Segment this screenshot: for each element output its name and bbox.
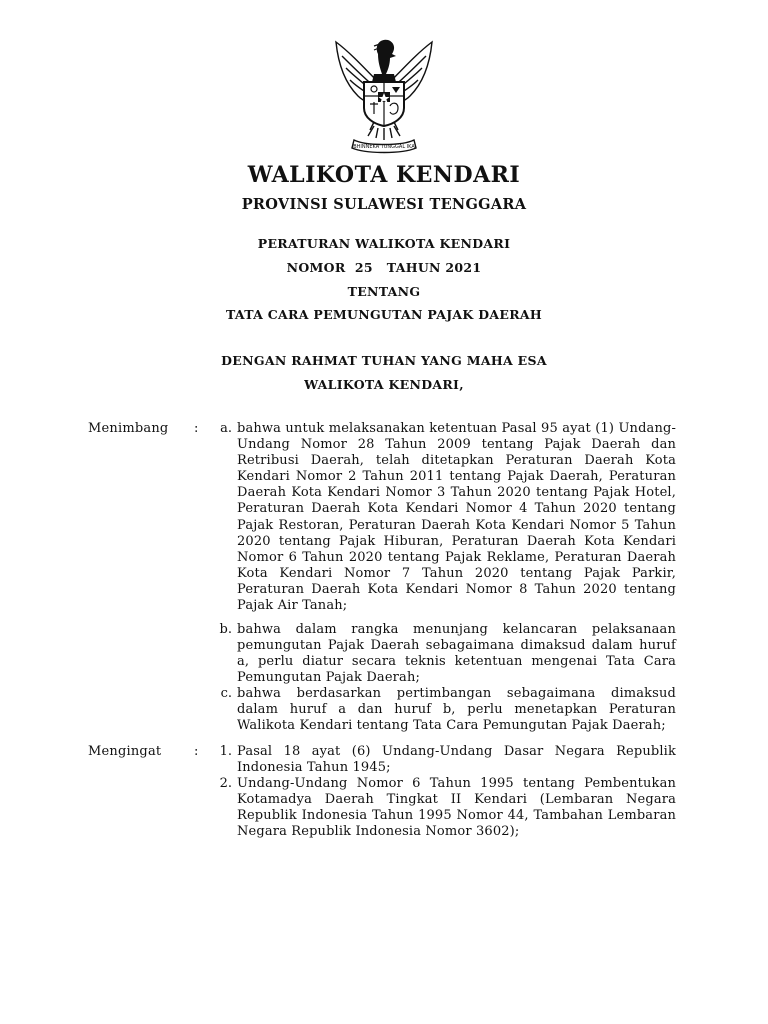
page-title: WALIKOTA KENDARI (247, 162, 521, 188)
authority-heading: WALIKOTA KENDARI, (304, 377, 464, 392)
mengingat-item-2: Undang-Undang Nomor 6 Tahun 1995 tentang Pembentukan Kotamadya Daerah Tingkat II Kendari (Lembaran Negara Republik Indonesia Tahun 1995 Nomor 44, Tambahan Lembaran Negara Republik Indonesia Nomor 3602); (237, 776, 676, 840)
menimbang-marker-b: b. (219, 622, 232, 637)
menimbang-label: Menimbang (88, 421, 169, 436)
mengingat-marker-1: 1. (219, 744, 232, 759)
emblem-motto: BHINNEKA TUNGGAL IKA (353, 144, 415, 150)
regulation-number: NOMOR 25 TAHUN 2021 (286, 260, 482, 275)
mengingat-colon: : (194, 744, 199, 759)
menimbang-item-a: bahwa untuk melaksanakan ketentuan Pasal 95 ayat (1) Undang-Undang Nomor 28 Tahun 2009 tentang Pajak Daerah dan Retribusi Daerah, telah ditetapkan Peraturan Daerah Kota Kendari Nomor 2 Tahun 2011 tentang Pajak Daerah, Peraturan Daerah Kota Kendari Nomor 3 Tahun 2020 tentang Pajak Hotel, Peraturan Daerah Kota Kendari Nomor 4 Tahun 2020 tentang Pajak Restoran, Peraturan Daerah Kota Kendari Nomor 5 Tahun 2020 tentang Pajak Hiburan, Peraturan Daerah Kota Kendari Nomor 6 Tahun 2020 tentang Pajak Reklame, Peraturan Daerah Kota Kendari Nomor 7 Tahun 2020 tentang Pajak Parkir, Peraturan Daerah Kota Kendari Nomor 8 Tahun 2020 tentang Pajak Air Tanah; (237, 421, 676, 614)
menimbang-marker-c: c. (220, 686, 232, 701)
regulation-subject: TATA CARA PEMUNGUTAN PAJAK DAERAH (225, 307, 543, 322)
menimbang-item-b: bahwa dalam rangka menunjang kelancaran pelaksanaan pemungutan Pajak Daerah sebagaimana dimaksud dalam huruf a, perlu diatur secara teknis ketentuan mengenai Tata Cara Pemungutan Pajak Daerah; (237, 622, 676, 686)
menimbang-item-c: bahwa berdasarkan pertimbangan sebagaimana dimaksud dalam huruf a dan huruf b, perlu menetapkan Peraturan Walikota Kendari tentang Tata Cara Pemungutan Pajak Daerah; (237, 686, 676, 734)
menimbang-colon: : (194, 421, 199, 436)
regulation-heading: PERATURAN WALIKOTA KENDARI (257, 236, 511, 251)
about-heading: TENTANG (347, 284, 421, 299)
menimbang-marker-a: a. (220, 421, 232, 436)
mengingat-item-1: Pasal 18 ayat (6) Undang-Undang Dasar Negara Republik Indonesia Tahun 1945; (237, 744, 676, 776)
garuda-pancasila-emblem-icon (330, 32, 438, 156)
mengingat-marker-2: 2. (219, 776, 232, 791)
blessing-heading: DENGAN RAHMAT TUHAN YANG MAHA ESA (221, 353, 547, 368)
province-heading: PROVINSI SULAWESI TENGGARA (241, 196, 527, 213)
mengingat-label: Mengingat (88, 744, 162, 759)
